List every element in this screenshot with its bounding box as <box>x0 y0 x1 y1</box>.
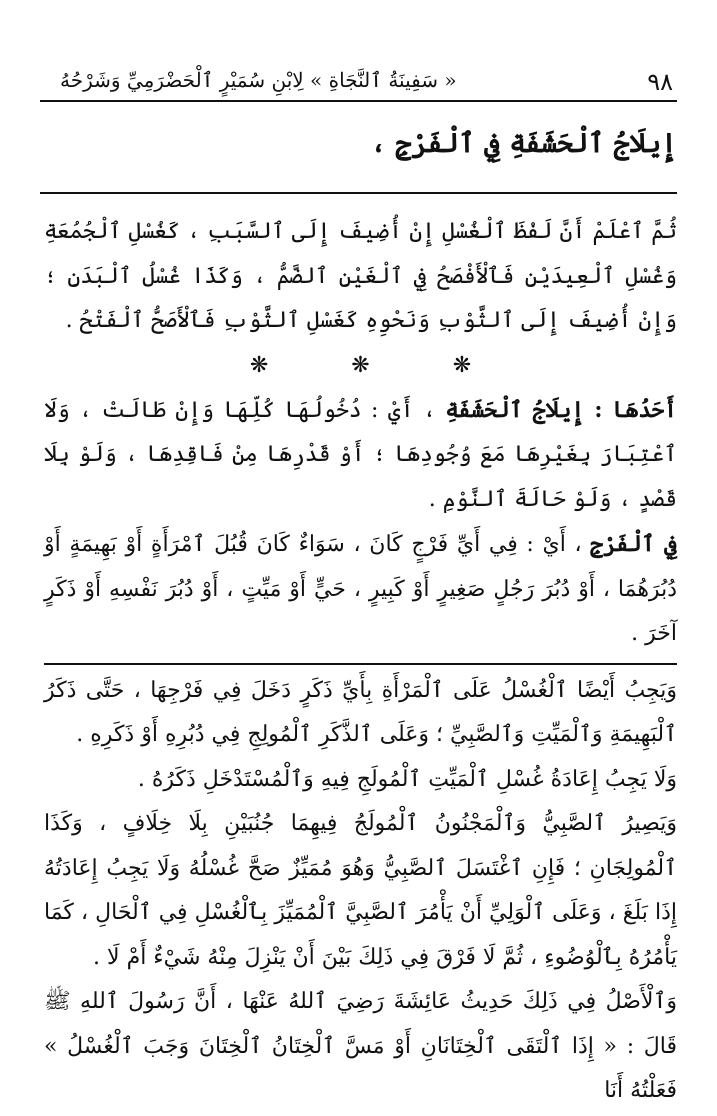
paragraph: ثُمَّ ٱعْلَمْ أَنَّ لَفْظَ ٱلْغُسْلِ إِنْ أُضِيفَ إِلَى ٱلسَّبَبِ ، كَغُسْلِ ٱلْجُمُعَةِ وَغُسْلِ ٱلْعِيدَيْنِ فَٱلْأَفْصَحُ فِي ٱلْغَيْنِ ٱلضَّمُّ ، وَكَذَا غُسْلُ ٱلْبَدَنِ ؛ وَإِنْ أُضِيفَ إِلَى ٱلثَّوْبِ وَنَحْوِهِ كَغَسْلِ ٱلثَّوْبِ فَٱلْأَصَحُّ ٱلْفَتْحُ . <box>44 219 677 333</box>
paragraph: وَلَا يَجِبُ إِعَادَةُ غُسْلِ ٱلْمَيِّتِ ٱلْمُولَجِ فِيهِ وَٱلْمُسْتَدْخَلِ ذَكَرُهُ . <box>137 766 677 792</box>
asterisk-ornament: ❋ <box>351 352 370 378</box>
paragraph: وَٱلْأَصْلُ فِي ذَلِكَ حَدِيثُ عَائِشَةَ رَضِيَ ٱللهُ عَنْهَا ، أَنَّ رَسُولَ ٱللهِ ﷺ قَالَ : « إِذَا ٱلْتَقَى ٱلْخِتَانَانِ أَوْ مَسَّ ٱلْخِتَانُ ٱلْخِتَانَ وَجَبَ ٱلْغُسْلُ » فَعَلْتُهُ أَنَا <box>44 989 677 1103</box>
matn-term: أَحَدُهَا : إِيلَاجُ ٱلْحَشَفَةِ <box>445 396 677 423</box>
paragraph <box>44 388 677 523</box>
paragraph <box>44 522 677 657</box>
page-header <box>40 60 677 102</box>
matn-term: فِي ٱلْفَرْجِ <box>590 531 677 557</box>
matn-text: إِيلَاجُ ٱلْحَشَفَةِ فِي ٱلْفَرْجِ ، <box>370 128 677 159</box>
paragraph-text: ، أَيْ : فِي أَيِّ فَرْجٍ كَانَ ، سَوَاءٌ كَانَ قُبُلَ ٱمْرَأَةٍ أَوْ بَهِيمَةٍ أَوْ دُبُرَهُمَا ، أَوْ دُبُرَ رَجُلٍ صَغِيرٍ أَوْ كَبِيرٍ ، حَيٍّ أَوْ مَيِّتٍ ، أَوْ دُبُرَ نَفْسِهِ أَوْ ذَكَرٍ آخَرَ . <box>44 532 677 646</box>
paragraph-divider <box>44 663 677 665</box>
asterism-separator <box>44 344 677 388</box>
commentary-body <box>44 210 677 1114</box>
paragraph-text: ، أَيْ : دُخُولُهَا كُلِّهَا وَإِنْ طَالَتْ ، وَلَا ٱعْتِبَارَ بِغَيْرِهَا مَعَ وُجُودِهَا ؛ أَوْ قَدْرِهَا مِنْ فَاقِدِهَا ، وَلَوْ بِلَا قَصْدٍ ، وَلَوْ حَالَةَ ٱلنَّوْمِ . <box>44 397 677 512</box>
page-number: ٩٨ <box>647 68 673 96</box>
asterisk-ornament: ❋ <box>249 352 269 378</box>
asterisk-ornament: ❋ <box>452 352 472 378</box>
running-title: « سَفِينَةُ ٱلنَّجَاةِ » لِابْنِ سُمَيْرٍ ٱلْحَضْرَمِيِّ وَشَرْحُهُ <box>60 68 457 92</box>
paragraph: وَيَجِبُ أَيْضًا ٱلْغُسْلُ عَلَى ٱلْمَرْأَةِ بِأَيِّ ذَكَرٍ دَخَلَ فِي فَرْجِهَا ، حَتَّى ذَكَرُ ٱلْبَهِيمَةِ وَٱلْمَيِّتِ وَٱلصَّبِيِّ ؛ وَعَلَى ٱلذَّكَرِ ٱلْمُولِجِ فِي دُبُرِهِ أَوْ ذَكَرِهِ . <box>44 677 677 747</box>
section-rule <box>40 192 677 194</box>
paragraph: وَيَصِيرُ ٱلصَّبِيُّ وَٱلْمَجْنُونُ ٱلْمُولَجُ فِيهِمَا جُنُبَيْنِ بِلَا خِلَافٍ ، وَكَذَا ٱلْمُولِجَانِ ؛ فَإِنِ ٱغْتَسَلَ ٱلصَّبِيُّ وَهُوَ مُمَيِّزٌ صَحَّ غُسْلُهُ وَلَا يَجِبُ إِعَادَتُهُ إِذَا بَلَغَ ، وَعَلَى ٱلْوَلِيِّ أَنْ يَأْمُرَ ٱلصَّبِيَّ ٱلْمُمَيِّزَ بِٱلْغُسْلِ فِي ٱلْحَالِ ، كَمَا يَأْمُرُهُ بِٱلْوُضُوءِ ، ثُمَّ لَا فَرْقَ فِي ذَلِكَ بَيْنَ أَنْ يَنْزِلَ مِنْهُ شَيْءٌ أَمْ لَا . <box>44 811 677 970</box>
